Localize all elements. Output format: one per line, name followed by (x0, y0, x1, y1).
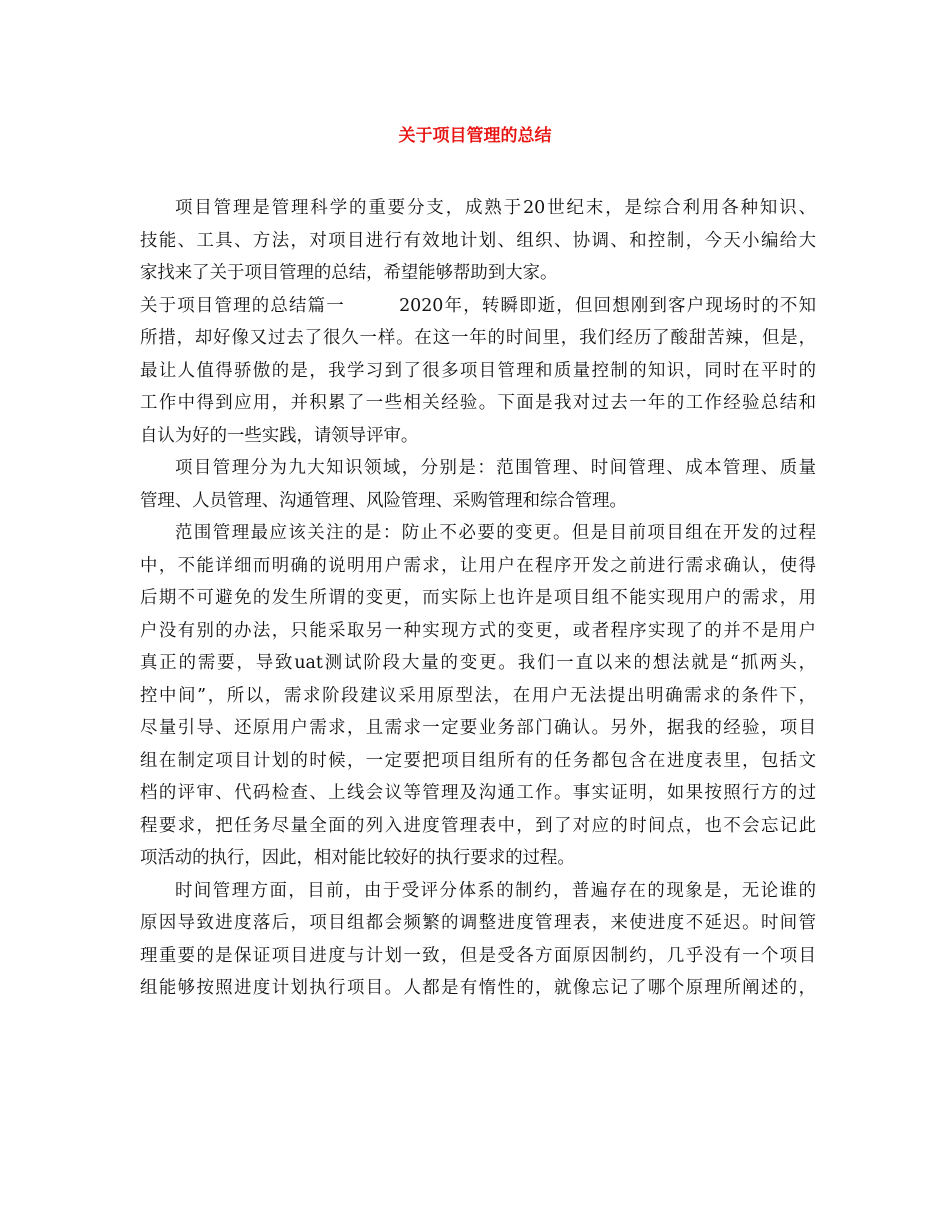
paragraph-line: 档的评审、代码检查、上线会议等管理及沟通工作。事实证明，如果按照行方的过 (140, 783, 816, 803)
paragraph-line: 组在制定项目计划的时候，一定要把项目组所有的任务都包含在进度表里，包括文 (140, 750, 816, 771)
paragraph-line: 最让人值得骄傲的是，我学习到了很多项目管理和质量控制的知识，同时在平时的 (140, 360, 816, 381)
paragraph-line: 真正的需要，导致uat测试阶段大量的变更。我们一直以来的想法就是“抓两头， (140, 653, 816, 673)
paragraph-line: 尽量引导、还原用户需求，且需求一定要业务部门确认。另外，据我的经验，项目 (140, 718, 816, 738)
paragraph-line: 管理、人员管理、沟通管理、风险管理、采购管理和综合管理。 (140, 490, 627, 511)
paragraph-line: 项目管理是管理科学的重要分支，成熟于20世纪末，是综合利用各种知识、 (175, 198, 816, 218)
paragraph-line: 中，不能详细而明确的说明用户需求，让用户在程序开发之前进行需求确认，使得 (140, 555, 816, 576)
paragraph-line: 程要求，把任务尽量全面的列入进度管理表中，到了对应的时间点，也不会忘记此 (140, 815, 816, 836)
document-body (140, 192, 816, 1005)
paragraph-line: 工作中得到应用，并积累了一些相关经验。下面是我对过去一年的工作经验总结和 (140, 393, 816, 413)
paragraph-line: 理重要的是保证项目进度与计划一致，但是受各方面原因制约，几乎没有一个项目 (140, 945, 816, 966)
paragraph-line: 关于项目管理的总结篇一 2020年，转瞬即逝，但回想刚到客户现场时的不知 (140, 295, 816, 316)
paragraph-line: 范围管理最应该关注的是：防止不必要的变更。但是目前项目组在开发的过程 (175, 523, 816, 543)
paragraph-line: 原因导致进度落后，项目组都会频繁的调整进度管理表，来使进度不延迟。时间管 (140, 913, 816, 933)
paragraph-line: 自认为好的一些实践，请领导评审。 (140, 425, 419, 446)
paragraph-line: 项活动的执行，因此，相对能比较好的执行要求的过程。 (140, 848, 575, 868)
paragraph-line: 时间管理方面，目前，由于受评分体系的制约，普遍存在的现象是，无论谁的 (175, 880, 816, 901)
paragraph-line: 家找来了关于项目管理的总结，希望能够帮助到大家。 (140, 263, 558, 283)
paragraph-line: 项目管理分为九大知识领域，分别是：范围管理、时间管理、成本管理、质量 (175, 458, 816, 478)
paragraph-line: 后期不可避免的发生所谓的变更，而实际上也许是项目组不能实现用户的需求，用 (140, 588, 816, 608)
paragraph-line: 户没有别的办法，只能采取另一种实现方式的变更，或者程序实现了的并不是用户 (140, 620, 816, 641)
paragraph-line: 控中间”，所以，需求阶段建议采用原型法，在用户无法提出明确需求的条件下， (140, 685, 816, 706)
paragraph-line: 组能够按照进度计划执行项目。人都是有惰性的，就像忘记了哪个原理所阐述的， (140, 978, 816, 998)
paragraph-line: 所措，却好像又过去了很久一样。在这一年的时间里，我们经历了酸甜苦辣，但是， (140, 328, 816, 348)
document-title: 关于项目管理的总结 (398, 126, 552, 146)
paragraph-line: 技能、工具、方法，对项目进行有效地计划、组织、协调、和控制，今天小编给大 (140, 230, 816, 251)
